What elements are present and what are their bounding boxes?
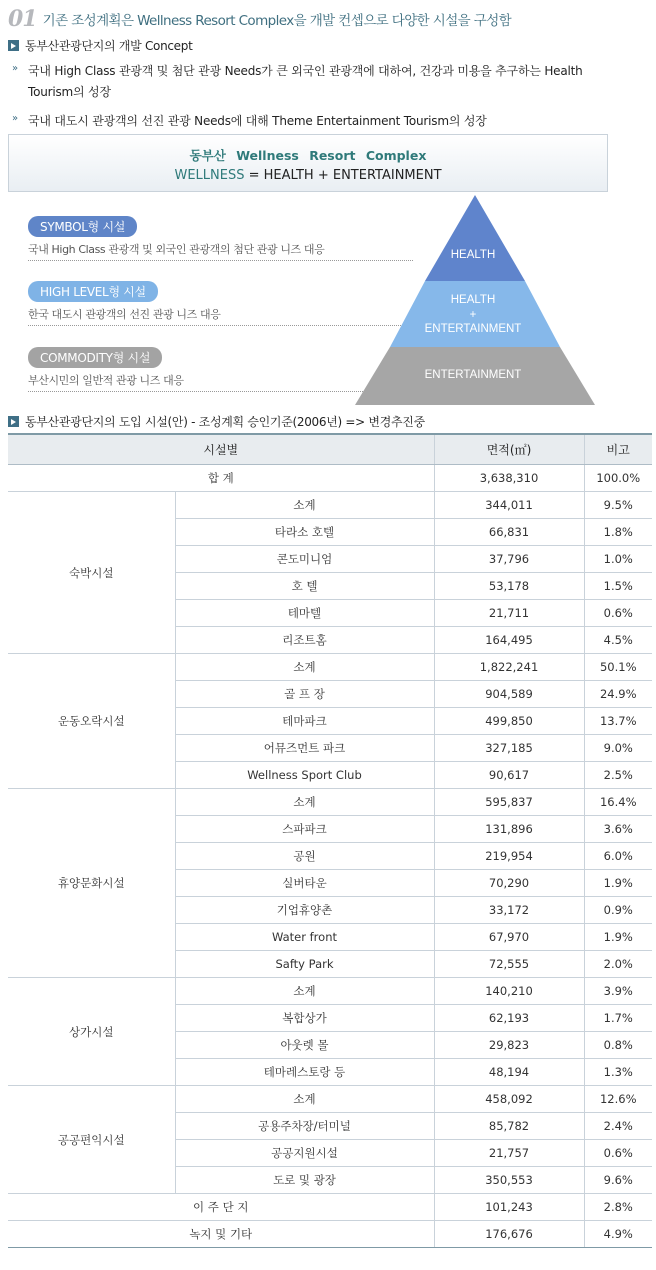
facility-ratio: 1.0%: [584, 546, 652, 573]
concept-keyword: WELLNESS: [174, 168, 245, 183]
bullet-item: [12, 111, 608, 132]
facility-name: 소계: [175, 789, 434, 816]
facility-area: 595,837: [434, 789, 584, 816]
concept-name: Wellness Resort Complex: [236, 148, 427, 163]
facility-ratio: 0.8%: [584, 1032, 652, 1059]
facility-name: 공용주차장/터미널: [175, 1113, 434, 1140]
facility-ratio: 12.6%: [584, 1086, 652, 1113]
facility-name: 소계: [175, 978, 434, 1005]
facility-ratio: 6.0%: [584, 843, 652, 870]
facility-area: 53,178: [434, 573, 584, 600]
facility-name: 테마파크: [175, 708, 434, 735]
double-chevron-icon: »: [12, 63, 18, 74]
facility-area: 21,757: [434, 1140, 584, 1167]
total-label: 합 계: [8, 465, 434, 492]
facility-name: 호 텔: [175, 573, 434, 600]
facility-name: 소계: [175, 1086, 434, 1113]
facility-area: 140,210: [434, 978, 584, 1005]
facility-name: 골 프 장: [175, 681, 434, 708]
double-chevron-icon: »: [12, 113, 18, 124]
facility-area: 904,589: [434, 681, 584, 708]
table-row: [8, 1221, 652, 1248]
table-row: [8, 978, 652, 1005]
facility-area: 458,092: [434, 1086, 584, 1113]
facility-ratio: 1.3%: [584, 1059, 652, 1086]
facility-ratio: 2.5%: [584, 762, 652, 789]
table-row: [8, 654, 652, 681]
section-number: 01: [8, 6, 37, 32]
column-header-ratio: 비고: [584, 434, 652, 465]
facility-ratio: 50.1%: [584, 654, 652, 681]
section-heading-label: 동부산관광단지의 도입 시설(안) - 조성계획 승인기준(2006년) => 변경추진중: [25, 415, 425, 429]
commodity-badge: COMMODITY형 시설: [28, 347, 162, 368]
facility-area: 70,290: [434, 870, 584, 897]
pyramid-mid-label-2: +: [469, 309, 477, 321]
facility-area: 131,896: [434, 816, 584, 843]
facility-ratio: 13.7%: [584, 708, 652, 735]
facility-name: Water front: [175, 924, 434, 951]
facility-area: 66,831: [434, 519, 584, 546]
pyramid-top-label: HEALTH: [450, 249, 496, 261]
facility-area: 344,011: [434, 492, 584, 519]
pyramid-mid-label-1: HEALTH: [450, 294, 496, 306]
facility-area: 21,711: [434, 600, 584, 627]
page-title: 기존 조성계획은 Wellness Resort Complex을 개발 컨셉으로 다양한 시설을 구성함: [42, 13, 512, 29]
facility-ratio: 0.9%: [584, 897, 652, 924]
group-name: 숙박시설: [8, 492, 175, 654]
concept-formula: = HEALTH + ENTERTAINMENT: [244, 168, 442, 183]
facility-name: Safty Park: [175, 951, 434, 978]
section-heading-label: 동부산관광단지의 개발 Concept: [25, 39, 193, 53]
table-row: [8, 789, 652, 816]
facility-area: 350,553: [434, 1167, 584, 1194]
facility-name: 소계: [175, 654, 434, 681]
facility-name: 복합상가: [175, 1005, 434, 1032]
facility-area: 67,970: [434, 924, 584, 951]
facility-name: 이 주 단 지: [8, 1194, 434, 1221]
facility-name: 어뮤즈먼트 파크: [175, 735, 434, 762]
facility-area: 85,782: [434, 1113, 584, 1140]
pyramid-mid-label-3: ENTERTAINMENT: [424, 323, 522, 335]
facility-area: 101,243: [434, 1194, 584, 1221]
facility-area: 62,193: [434, 1005, 584, 1032]
page-header: [8, 6, 511, 32]
facility-ratio: 1.8%: [584, 519, 652, 546]
facility-ratio: 16.4%: [584, 789, 652, 816]
facility-table: [8, 433, 652, 1248]
facility-area: 219,954: [434, 843, 584, 870]
facility-ratio: 9.5%: [584, 492, 652, 519]
group-name: 상가시설: [8, 978, 175, 1086]
facility-name: 아웃렛 몰: [175, 1032, 434, 1059]
facility-name: 기업휴양촌: [175, 897, 434, 924]
concept-line-2: [9, 168, 607, 183]
arrow-box-icon: [8, 416, 19, 427]
facility-area: 327,185: [434, 735, 584, 762]
high-level-description: 한국 대도시 관광객의 선진 관광 니즈 대응: [28, 306, 413, 326]
facility-ratio: 3.9%: [584, 978, 652, 1005]
facility-area: 29,823: [434, 1032, 584, 1059]
facility-name: 테마텔: [175, 600, 434, 627]
facility-name: 스파파크: [175, 816, 434, 843]
symbol-description: 국내 High Class 관광객 및 외국인 관광객의 첨단 관광 니즈 대응: [28, 241, 413, 261]
table-header-row: [8, 434, 652, 465]
facility-name: 타라소 호텔: [175, 519, 434, 546]
group-name: 휴양문화시설: [8, 789, 175, 978]
facility-ratio: 2.4%: [584, 1113, 652, 1140]
facility-area: 176,676: [434, 1221, 584, 1248]
facility-name: 테마레스토랑 등: [175, 1059, 434, 1086]
facility-area: 72,555: [434, 951, 584, 978]
section-heading-facilities: [8, 413, 425, 430]
facility-ratio: 9.0%: [584, 735, 652, 762]
facility-ratio: 4.5%: [584, 627, 652, 654]
facility-ratio: 24.9%: [584, 681, 652, 708]
column-header-facility: 시설별: [8, 434, 434, 465]
concept-line-1: [9, 146, 607, 164]
concept-place: 동부산: [189, 148, 226, 163]
column-header-area: 면적(㎡): [434, 434, 584, 465]
facility-ratio: 0.6%: [584, 1140, 652, 1167]
facility-ratio: 2.0%: [584, 951, 652, 978]
high-level-badge: HIGH LEVEL형 시설: [28, 281, 158, 302]
table-row: [8, 1194, 652, 1221]
table-row: [8, 492, 652, 519]
facility-area: 1,822,241: [434, 654, 584, 681]
facility-name: 공원: [175, 843, 434, 870]
commodity-description: 부산시민의 일반적 관광 니즈 대응: [28, 372, 413, 392]
bullet-item: [12, 61, 608, 103]
facility-name: 소계: [175, 492, 434, 519]
facility-ratio: 3.6%: [584, 816, 652, 843]
table-row: [8, 1086, 652, 1113]
facility-name: 실버타운: [175, 870, 434, 897]
facility-area: 90,617: [434, 762, 584, 789]
facility-name: Wellness Sport Club: [175, 762, 434, 789]
facility-ratio: 2.8%: [584, 1194, 652, 1221]
pyramid-top: [425, 195, 525, 281]
facility-ratio: 4.9%: [584, 1221, 652, 1248]
facility-area: 37,796: [434, 546, 584, 573]
facility-ratio: 1.7%: [584, 1005, 652, 1032]
total-ratio: 100.0%: [584, 465, 652, 492]
facility-area: 48,194: [434, 1059, 584, 1086]
group-name: 공공편익시설: [8, 1086, 175, 1194]
facility-name: 리조트홈: [175, 627, 434, 654]
facility-name: 공공지원시설: [175, 1140, 434, 1167]
facility-ratio: 9.6%: [584, 1167, 652, 1194]
facility-ratio: 1.9%: [584, 924, 652, 951]
facility-area: 33,172: [434, 897, 584, 924]
bullet-text: 국내 High Class 관광객 및 첨단 관광 Needs가 큰 외국인 관광객에 대하여, 건강과 미용을 추구하는 Health Tourism의 성장: [28, 64, 583, 99]
facility-ratio: 1.5%: [584, 573, 652, 600]
facility-name: 콘도미니엄: [175, 546, 434, 573]
facility-name: 도로 및 광장: [175, 1167, 434, 1194]
group-name: 운동오락시설: [8, 654, 175, 789]
section-heading-concept: [8, 37, 192, 54]
facility-area: 499,850: [434, 708, 584, 735]
total-area: 3,638,310: [434, 465, 584, 492]
symbol-badge: SYMBOL형 시설: [28, 216, 137, 237]
facility-area: 164,495: [434, 627, 584, 654]
arrow-box-icon: [8, 40, 19, 51]
facility-name: 녹지 및 기타: [8, 1221, 434, 1248]
bullet-text: 국내 대도시 관광객의 선진 관광 Needs에 대해 Theme Entertainment Tourism의 성장: [28, 114, 487, 128]
facility-ratio: 0.6%: [584, 600, 652, 627]
concept-box: [8, 134, 608, 192]
facility-ratio: 1.9%: [584, 870, 652, 897]
wellness-pyramid: [355, 195, 595, 405]
pyramid-bottom-label: ENTERTAINMENT: [424, 369, 522, 381]
table-row-total: [8, 465, 652, 492]
